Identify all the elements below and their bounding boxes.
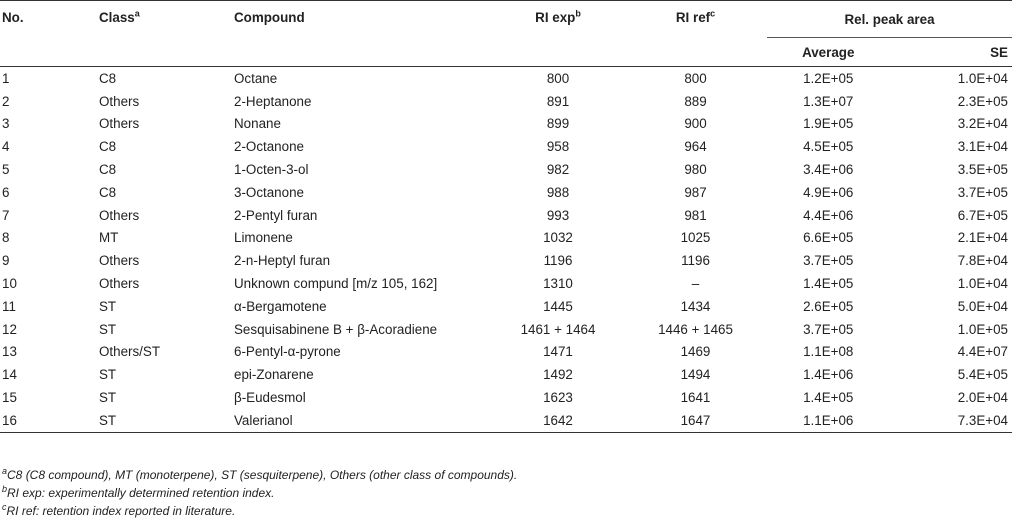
cell-average: 1.4E+05 bbox=[767, 386, 890, 409]
table-row bbox=[0, 90, 1012, 113]
cell-ri-ref: – bbox=[624, 272, 767, 295]
cell-ri-ref: 1641 bbox=[624, 386, 767, 409]
cell-ri-exp: 1471 bbox=[492, 341, 624, 364]
cell-class: Others bbox=[99, 204, 234, 227]
cell-ri-exp: 1461 + 1464 bbox=[492, 318, 624, 341]
cell-average: 1.3E+07 bbox=[767, 90, 890, 113]
cell-class: ST bbox=[99, 295, 234, 318]
cell-se: 7.3E+04 bbox=[890, 409, 1012, 432]
cell-ri-exp: 891 bbox=[492, 90, 624, 113]
cell-compound: 1-Octen-3-ol bbox=[234, 158, 492, 181]
cell-no: 6 bbox=[0, 181, 99, 204]
cell-se: 5.0E+04 bbox=[890, 295, 1012, 318]
cell-average: 1.1E+08 bbox=[767, 341, 890, 364]
cell-class: C8 bbox=[99, 158, 234, 181]
cell-average: 1.4E+06 bbox=[767, 363, 890, 386]
cell-class: Others bbox=[99, 249, 234, 272]
table-row bbox=[0, 204, 1012, 227]
cell-ri-exp: 1623 bbox=[492, 386, 624, 409]
cell-class: ST bbox=[99, 318, 234, 341]
cell-se: 2.0E+04 bbox=[890, 386, 1012, 409]
cell-compound: epi-Zonarene bbox=[234, 363, 492, 386]
table-row bbox=[0, 113, 1012, 136]
cell-compound: 2-Heptanone bbox=[234, 90, 492, 113]
cell-compound: Octane bbox=[234, 67, 492, 90]
table-row bbox=[0, 227, 1012, 250]
table-row bbox=[0, 341, 1012, 364]
cell-ri-exp: 899 bbox=[492, 113, 624, 136]
cell-se: 6.7E+05 bbox=[890, 204, 1012, 227]
cell-average: 4.4E+06 bbox=[767, 204, 890, 227]
cell-ri-exp: 958 bbox=[492, 135, 624, 158]
cell-compound: β-Eudesmol bbox=[234, 386, 492, 409]
table-row bbox=[0, 318, 1012, 341]
cell-average: 3.7E+05 bbox=[767, 249, 890, 272]
table-row bbox=[0, 67, 1012, 90]
cell-se: 3.5E+05 bbox=[890, 158, 1012, 181]
cell-class: Others/ST bbox=[99, 341, 234, 364]
table-row bbox=[0, 249, 1012, 272]
cell-class: Others bbox=[99, 272, 234, 295]
cell-ri-ref: 1196 bbox=[624, 249, 767, 272]
cell-compound: α-Bergamotene bbox=[234, 295, 492, 318]
cell-ri-exp: 1492 bbox=[492, 363, 624, 386]
cell-ri-exp: 988 bbox=[492, 181, 624, 204]
cell-no: 15 bbox=[0, 386, 99, 409]
cell-compound: Limonene bbox=[234, 227, 492, 250]
cell-average: 1.2E+05 bbox=[767, 67, 890, 90]
cell-ri-ref: 1434 bbox=[624, 295, 767, 318]
header-ri-ref: RI ref$^c$ bbox=[624, 1, 767, 67]
header-average: Average bbox=[767, 38, 890, 67]
table-row bbox=[0, 295, 1012, 318]
header-ri-exp: RI $\exp^b$ bbox=[492, 1, 624, 67]
footnote-a: $^a$C8 (C8 compound), MT (monoterpene), ST (sesquiterpene), Others (other class of compounds). bbox=[2, 466, 517, 484]
cell-ri-ref: 980 bbox=[624, 158, 767, 181]
table-row bbox=[0, 386, 1012, 409]
cell-average: 4.9E+06 bbox=[767, 181, 890, 204]
cell-ri-exp: 1445 bbox=[492, 295, 624, 318]
cell-se: 5.4E+05 bbox=[890, 363, 1012, 386]
cell-average: 1.9E+05 bbox=[767, 113, 890, 136]
table-row bbox=[0, 181, 1012, 204]
table-row bbox=[0, 135, 1012, 158]
cell-class: Others bbox=[99, 113, 234, 136]
cell-class: MT bbox=[99, 227, 234, 250]
footnotes bbox=[2, 466, 517, 520]
table-row bbox=[0, 363, 1012, 386]
cell-se: 3.7E+05 bbox=[890, 181, 1012, 204]
cell-class: C8 bbox=[99, 181, 234, 204]
table-row bbox=[0, 158, 1012, 181]
cell-ri-exp: 1032 bbox=[492, 227, 624, 250]
cell-ri-ref: 800 bbox=[624, 67, 767, 90]
cell-compound: Unknown compund [m/z 105, 162] bbox=[234, 272, 492, 295]
cell-ri-ref: 1647 bbox=[624, 409, 767, 432]
cell-class: ST bbox=[99, 386, 234, 409]
cell-ri-exp: 1642 bbox=[492, 409, 624, 432]
cell-class: ST bbox=[99, 409, 234, 432]
table-row bbox=[0, 409, 1012, 432]
cell-no: 10 bbox=[0, 272, 99, 295]
cell-compound: Valerianol bbox=[234, 409, 492, 432]
cell-se: 4.4E+07 bbox=[890, 341, 1012, 364]
cell-ri-ref: 889 bbox=[624, 90, 767, 113]
cell-ri-ref: 1446 + 1465 bbox=[624, 318, 767, 341]
footnote-c: $^c$RI ref: retention index reported in literature. bbox=[2, 502, 517, 520]
cell-no: 14 bbox=[0, 363, 99, 386]
cell-ri-exp: 1196 bbox=[492, 249, 624, 272]
header-class: Class$^a$ bbox=[99, 1, 234, 67]
cell-compound: Nonane bbox=[234, 113, 492, 136]
cell-se: 1.0E+04 bbox=[890, 272, 1012, 295]
cell-no: 16 bbox=[0, 409, 99, 432]
cell-class: C8 bbox=[99, 135, 234, 158]
header-rel-peak-area: Rel. peak area bbox=[767, 1, 1012, 38]
cell-se: 2.3E+05 bbox=[890, 90, 1012, 113]
table-body bbox=[0, 67, 1012, 433]
cell-average: 3.4E+06 bbox=[767, 158, 890, 181]
cell-se: 7.8E+04 bbox=[890, 249, 1012, 272]
cell-ri-ref: 1469 bbox=[624, 341, 767, 364]
cell-average: 4.5E+05 bbox=[767, 135, 890, 158]
cell-compound: 2-Pentyl furan bbox=[234, 204, 492, 227]
cell-se: 3.2E+04 bbox=[890, 113, 1012, 136]
cell-se: 1.0E+05 bbox=[890, 318, 1012, 341]
cell-se: 2.1E+04 bbox=[890, 227, 1012, 250]
cell-se: 3.1E+04 bbox=[890, 135, 1012, 158]
header-no: No. bbox=[0, 1, 99, 67]
cell-no: 7 bbox=[0, 204, 99, 227]
cell-ri-ref: 1494 bbox=[624, 363, 767, 386]
cell-ri-ref: 1025 bbox=[624, 227, 767, 250]
header-se: SE bbox=[890, 38, 1012, 67]
cell-average: 3.7E+05 bbox=[767, 318, 890, 341]
cell-no: 9 bbox=[0, 249, 99, 272]
cell-no: 13 bbox=[0, 341, 99, 364]
cell-no: 2 bbox=[0, 90, 99, 113]
cell-no: 3 bbox=[0, 113, 99, 136]
cell-ri-exp: 800 bbox=[492, 67, 624, 90]
cell-ri-ref: 987 bbox=[624, 181, 767, 204]
cell-ri-exp: 1310 bbox=[492, 272, 624, 295]
cell-average: 6.6E+05 bbox=[767, 227, 890, 250]
cell-compound: Sesquisabinene B + β-Acoradiene bbox=[234, 318, 492, 341]
cell-class: C8 bbox=[99, 67, 234, 90]
cell-average: 1.4E+05 bbox=[767, 272, 890, 295]
cell-no: 5 bbox=[0, 158, 99, 181]
cell-se: 1.0E+04 bbox=[890, 67, 1012, 90]
cell-ri-exp: 982 bbox=[492, 158, 624, 181]
cell-ri-ref: 964 bbox=[624, 135, 767, 158]
cell-ri-ref: 900 bbox=[624, 113, 767, 136]
cell-class: ST bbox=[99, 363, 234, 386]
cell-ri-exp: 993 bbox=[492, 204, 624, 227]
header-compound: Compound bbox=[234, 1, 492, 67]
cell-compound: 6-Pentyl-α-pyrone bbox=[234, 341, 492, 364]
cell-no: 1 bbox=[0, 67, 99, 90]
cell-average: 2.6E+05 bbox=[767, 295, 890, 318]
table-row bbox=[0, 272, 1012, 295]
cell-ri-ref: 981 bbox=[624, 204, 767, 227]
cell-class: Others bbox=[99, 90, 234, 113]
cell-compound: 2-n-Heptyl furan bbox=[234, 249, 492, 272]
cell-no: 12 bbox=[0, 318, 99, 341]
cell-compound: 3-Octanone bbox=[234, 181, 492, 204]
footnote-b: $^b$RI exp: experimentally determined retention index. bbox=[2, 484, 517, 502]
cell-compound: 2-Octanone bbox=[234, 135, 492, 158]
cell-no: 11 bbox=[0, 295, 99, 318]
cell-no: 4 bbox=[0, 135, 99, 158]
cell-no: 8 bbox=[0, 227, 99, 250]
cell-average: 1.1E+06 bbox=[767, 409, 890, 432]
